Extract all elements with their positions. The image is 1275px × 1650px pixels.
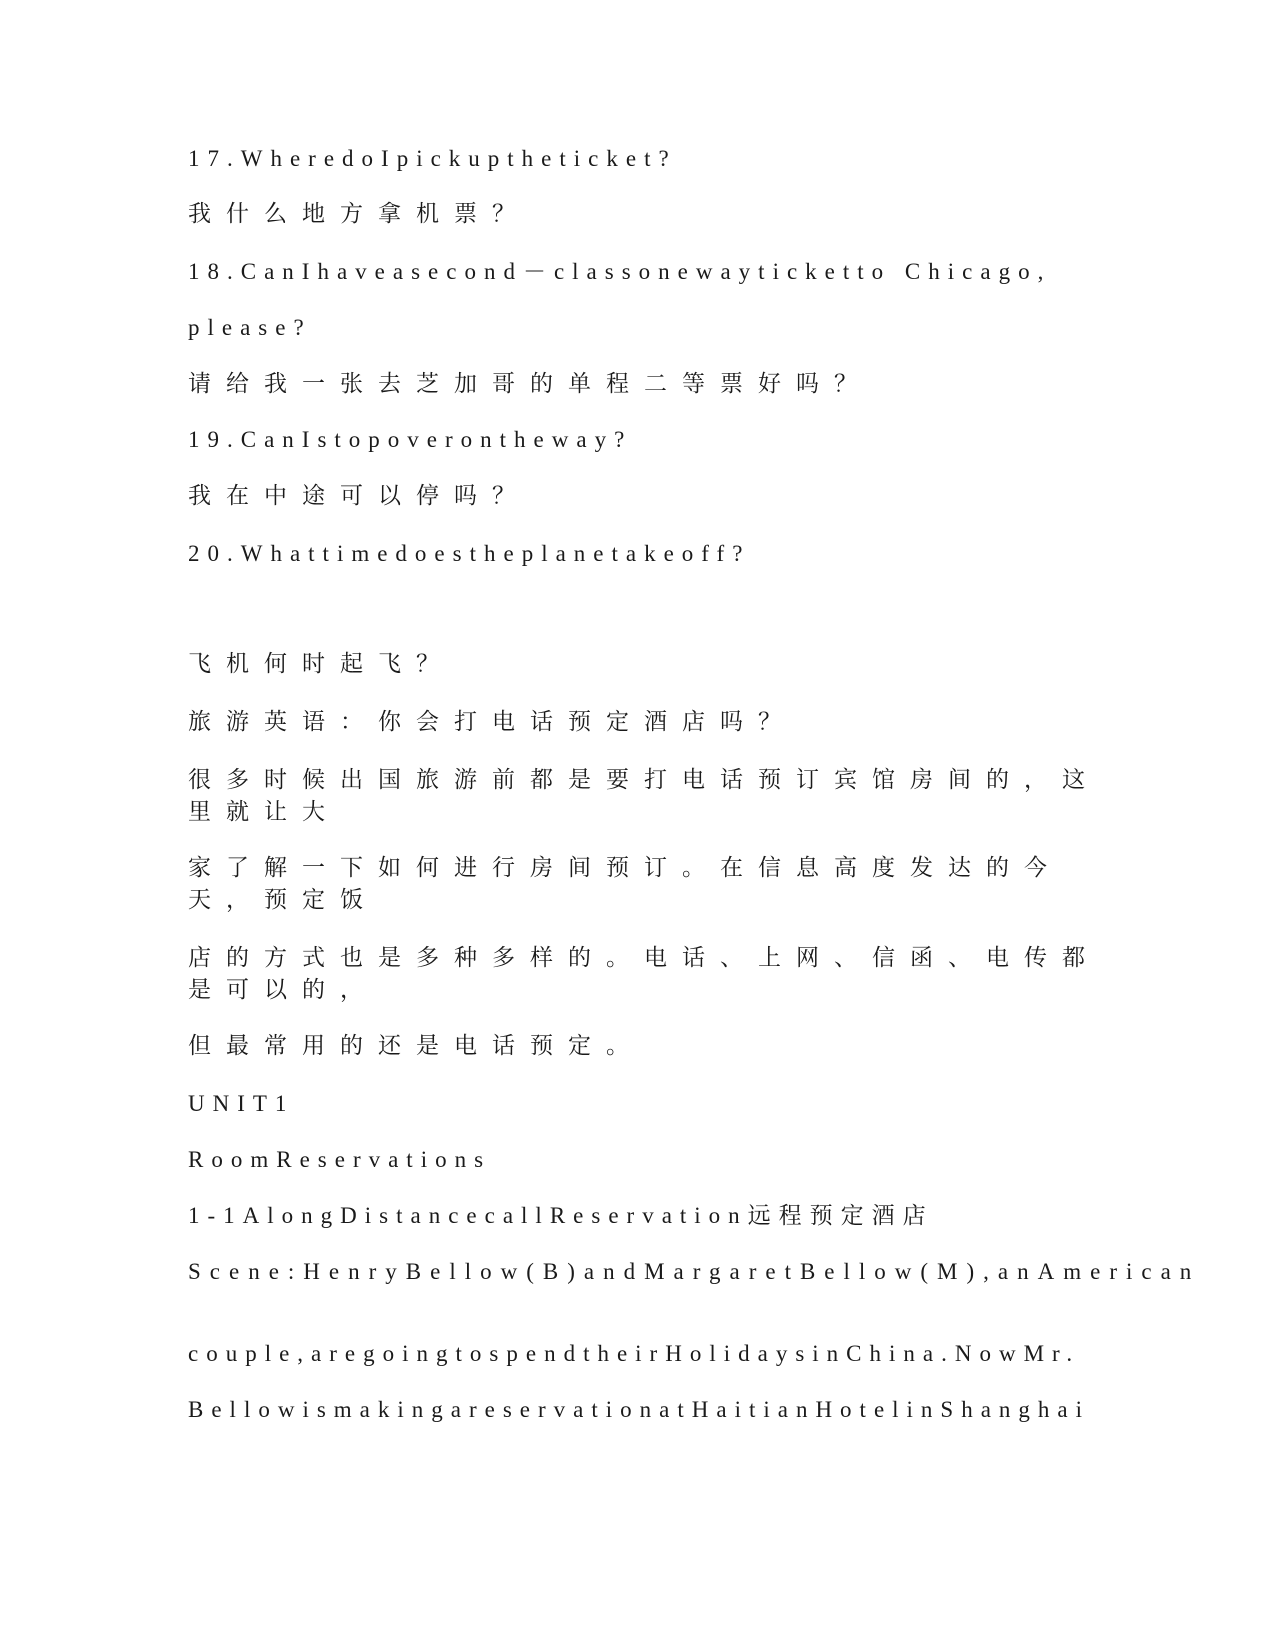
text-line-q18-cn: 请给我一张去芝加哥的单程二等票好吗？ bbox=[188, 371, 872, 396]
paragraph-line-2: 家了解一下如何进行房间预订。在信息高度发达的今天，预定饭 bbox=[188, 855, 1062, 912]
text-line-q17-en: 17.WheredoIpickuptheticket? bbox=[188, 146, 677, 171]
text-line-q18-en-cont: please? bbox=[188, 315, 312, 340]
text-line-q20-cn: 飞机何时起飞？ bbox=[188, 651, 454, 676]
section-heading: 旅游英语：你会打电话预定酒店吗？ bbox=[188, 709, 796, 734]
scene-line-3: BellowismakingareservationatHaitianHotelinShanghai bbox=[188, 1397, 1091, 1422]
scene-line-2: couple,aregoingtospendtheirHolidaysinChina.NowMr. bbox=[188, 1341, 1081, 1366]
unit-title: RoomReservations bbox=[188, 1147, 492, 1172]
unit-heading: UNIT1 bbox=[188, 1091, 295, 1116]
text-line-q19-cn: 我在中途可以停吗？ bbox=[188, 483, 530, 508]
text-line-q18-en: 18.CanIhaveasecond－classonewayticketto Chicago, bbox=[188, 259, 1052, 284]
scene-line-1: Scene:HenryBellow(B)andMargaretBellow(M),anAmerican bbox=[188, 1259, 1201, 1284]
paragraph-line-4: 但最常用的还是电话预定。 bbox=[188, 1033, 644, 1058]
text-line-q20-en: 20.Whattimedoestheplanetakeoff? bbox=[188, 541, 751, 566]
text-line-q17-cn: 我什么地方拿机票？ bbox=[188, 201, 530, 226]
lesson-title: 1-1AlongDistancecallReservation远程预定酒店 bbox=[188, 1203, 934, 1228]
paragraph-line-1: 很多时候出国旅游前都是要打电话预订宾馆房间的，这里就让大 bbox=[188, 767, 1100, 824]
text-line-q19-en: 19.CanIstopoverontheway? bbox=[188, 427, 633, 452]
paragraph-line-3: 店的方式也是多种多样的。电话、上网、信函、电传都是可以的， bbox=[188, 945, 1100, 1002]
